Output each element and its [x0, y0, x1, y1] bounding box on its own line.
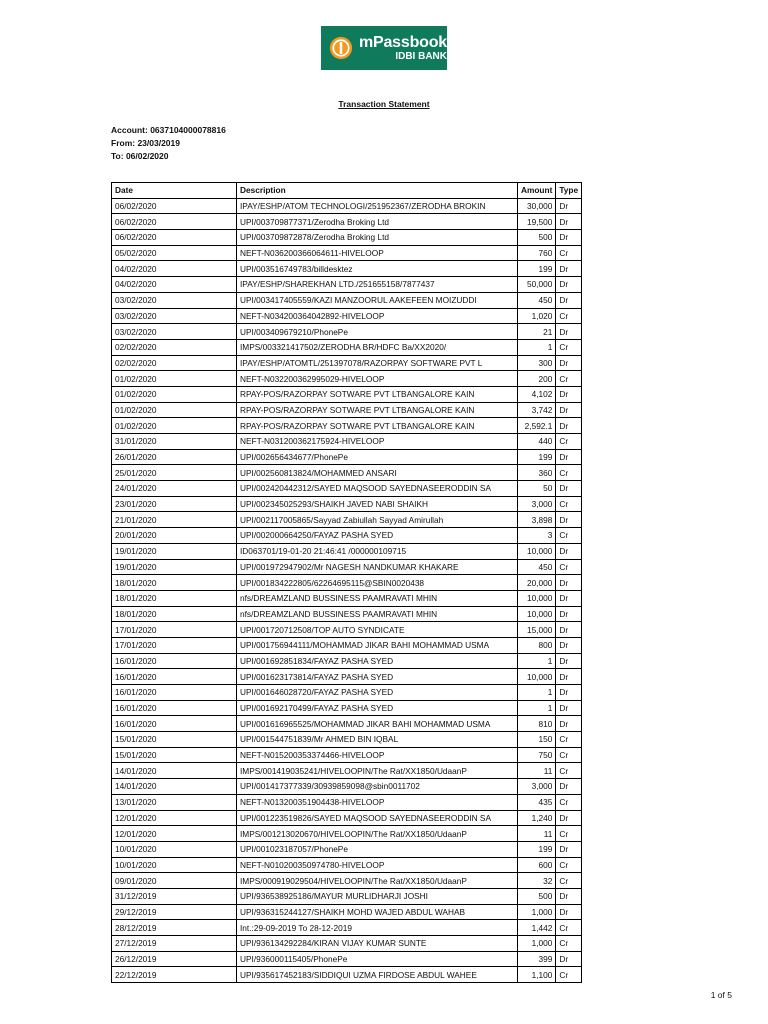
- date-cell: 19/01/2020: [112, 559, 237, 575]
- page-indicator: 1 of 5: [710, 990, 732, 1000]
- amount-cell: 500: [518, 230, 556, 246]
- date-cell: 04/02/2020: [112, 277, 237, 293]
- description-cell: IPAY/ESHP/ATOM TECHNOLOGI/251952367/ZERODHA BROKIN: [237, 198, 518, 214]
- amount-cell: 1: [518, 685, 556, 701]
- type-cell: Cr: [556, 920, 582, 936]
- date-cell: 16/01/2020: [112, 653, 237, 669]
- date-cell: 19/01/2020: [112, 543, 237, 559]
- table-row: [112, 794, 582, 810]
- type-cell: Dr: [556, 700, 582, 716]
- type-cell: Dr: [556, 637, 582, 653]
- amount-cell: 10,000: [518, 590, 556, 606]
- amount-cell: 10,000: [518, 669, 556, 685]
- description-cell: IPAY/ESHP/SHAREKHAN LTD./251655158/7877437: [237, 277, 518, 293]
- logo-bank-name: IDBI BANK: [395, 50, 447, 62]
- date-cell: 09/01/2020: [112, 873, 237, 889]
- date-cell: 31/01/2020: [112, 434, 237, 450]
- mpassbook-logo: [321, 26, 447, 70]
- date-cell: 12/01/2020: [112, 810, 237, 826]
- table-row: [112, 590, 582, 606]
- logo-app-name: mPassbook: [358, 33, 447, 51]
- date-cell: 17/01/2020: [112, 637, 237, 653]
- type-cell: Dr: [556, 292, 582, 308]
- account-info: [111, 124, 226, 163]
- idbi-logo-icon: [329, 34, 353, 62]
- amount-cell: 3: [518, 528, 556, 544]
- description-cell: IMPS/003321417502/ZERODHA BR/HDFC Ba/XX2020/: [237, 339, 518, 355]
- table-row: [112, 324, 582, 340]
- table-row: [112, 779, 582, 795]
- amount-cell: 3,898: [518, 512, 556, 528]
- table-row: [112, 904, 582, 920]
- table-row: [112, 888, 582, 904]
- description-cell: UPI/001544751839/Mr AHMED BIN IQBAL: [237, 732, 518, 748]
- type-cell: Cr: [556, 936, 582, 952]
- type-cell: Cr: [556, 732, 582, 748]
- table-row: [112, 716, 582, 732]
- header-type: Type: [556, 183, 582, 199]
- date-cell: 10/01/2020: [112, 841, 237, 857]
- type-cell: Cr: [556, 465, 582, 481]
- type-cell: Cr: [556, 339, 582, 355]
- description-cell: nfs/DREAMZLAND BUSSINESS PAAMRAVATI MHIN: [237, 606, 518, 622]
- table-row: [112, 920, 582, 936]
- amount-cell: 435: [518, 794, 556, 810]
- date-cell: 26/01/2020: [112, 449, 237, 465]
- amount-cell: 800: [518, 637, 556, 653]
- table-row: [112, 763, 582, 779]
- table-row: [112, 637, 582, 653]
- table-row: [112, 622, 582, 638]
- description-cell: RPAY-POS/RAZORPAY SOTWARE PVT LTBANGALORE KAIN: [237, 386, 518, 402]
- amount-cell: 1,020: [518, 308, 556, 324]
- table-row: [112, 245, 582, 261]
- amount-cell: 30,000: [518, 198, 556, 214]
- amount-cell: 200: [518, 371, 556, 387]
- table-row: [112, 355, 582, 371]
- description-cell: IMPS/001213020670/HIVELOOPIN/The Rat/XX1850/UdaanP: [237, 826, 518, 842]
- description-cell: NEFT-N015200353374466-HIVELOOP: [237, 747, 518, 763]
- description-cell: UPI/002117005865/Sayyad Zabiullah Sayyad Amirullah: [237, 512, 518, 528]
- date-cell: 03/02/2020: [112, 324, 237, 340]
- type-cell: Dr: [556, 606, 582, 622]
- table-row: [112, 967, 582, 983]
- amount-cell: 10,000: [518, 606, 556, 622]
- description-cell: NEFT-N031200362175924-HIVELOOP: [237, 434, 518, 450]
- date-cell: 20/01/2020: [112, 528, 237, 544]
- description-cell: UPI/003709877371/Zerodha Broking Ltd: [237, 214, 518, 230]
- table-row: [112, 700, 582, 716]
- description-cell: UPI/001692170499/FAYAZ PASHA SYED: [237, 700, 518, 716]
- date-cell: 01/02/2020: [112, 386, 237, 402]
- table-row: [112, 653, 582, 669]
- date-cell: 25/01/2020: [112, 465, 237, 481]
- amount-cell: 2,592.1: [518, 418, 556, 434]
- amount-cell: 300: [518, 355, 556, 371]
- type-cell: Cr: [556, 747, 582, 763]
- type-cell: Cr: [556, 857, 582, 873]
- type-cell: Dr: [556, 622, 582, 638]
- type-cell: Dr: [556, 324, 582, 340]
- date-cell: 18/01/2020: [112, 606, 237, 622]
- type-cell: Dr: [556, 543, 582, 559]
- date-cell: 15/01/2020: [112, 732, 237, 748]
- amount-cell: 1,000: [518, 936, 556, 952]
- date-cell: 10/01/2020: [112, 857, 237, 873]
- table-row: [112, 685, 582, 701]
- description-cell: UPI/001616965525/MOHAMMAD JIKAR BAHI MOHAMMAD USMA: [237, 716, 518, 732]
- table-row: [112, 214, 582, 230]
- date-cell: 05/02/2020: [112, 245, 237, 261]
- type-cell: Dr: [556, 277, 582, 293]
- date-cell: 06/02/2020: [112, 230, 237, 246]
- description-cell: IMPS/000919029504/HIVELOOPIN/The Rat/XX1850/UdaanP: [237, 873, 518, 889]
- table-row: [112, 292, 582, 308]
- table-row: [112, 230, 582, 246]
- description-cell: UPI/002560813824/MOHAMMED ANSARI: [237, 465, 518, 481]
- description-cell: IPAY/ESHP/ATOMTL/251397078/RAZORPAY SOFTWARE PVT L: [237, 355, 518, 371]
- type-cell: Dr: [556, 198, 582, 214]
- type-cell: Dr: [556, 590, 582, 606]
- table-row: [112, 434, 582, 450]
- type-cell: Dr: [556, 841, 582, 857]
- date-cell: 01/02/2020: [112, 402, 237, 418]
- type-cell: Dr: [556, 810, 582, 826]
- description-cell: UPI/003417405559/KAZI MANZOORUL AAKEFEEN MOIZUDDI: [237, 292, 518, 308]
- amount-cell: 150: [518, 732, 556, 748]
- date-cell: 16/01/2020: [112, 700, 237, 716]
- description-cell: UPI/001417377339/30939859098@sbin0011702: [237, 779, 518, 795]
- date-cell: 23/01/2020: [112, 496, 237, 512]
- table-row: [112, 465, 582, 481]
- table-row: [112, 512, 582, 528]
- date-cell: 03/02/2020: [112, 308, 237, 324]
- account-number: Account: 0637104000078816: [111, 125, 226, 135]
- type-cell: Cr: [556, 763, 582, 779]
- date-cell: 31/12/2019: [112, 888, 237, 904]
- description-cell: UPI/936315244127/SHAIKH MOHD WAJED ABDUL WAHAB: [237, 904, 518, 920]
- amount-cell: 11: [518, 826, 556, 842]
- description-cell: UPI/936000115405/PhonePe: [237, 951, 518, 967]
- amount-cell: 1,240: [518, 810, 556, 826]
- amount-cell: 3,000: [518, 779, 556, 795]
- table-row: [112, 669, 582, 685]
- description-cell: UPI/935617452183/SIDDIQUI UZMA FIRDOSE ABDUL WAHEE: [237, 967, 518, 983]
- amount-cell: 760: [518, 245, 556, 261]
- type-cell: Dr: [556, 716, 582, 732]
- date-cell: 16/01/2020: [112, 669, 237, 685]
- description-cell: UPI/002000664250/FAYAZ PASHA SYED: [237, 528, 518, 544]
- date-cell: 17/01/2020: [112, 622, 237, 638]
- table-row: [112, 951, 582, 967]
- transaction-rows: [112, 198, 582, 982]
- type-cell: Dr: [556, 951, 582, 967]
- table-row: [112, 371, 582, 387]
- description-cell: ID063701/19-01-20 21:46:41 /000000109715: [237, 543, 518, 559]
- amount-cell: 399: [518, 951, 556, 967]
- description-cell: UPI/001834222805/62264695115@SBIN0020438: [237, 575, 518, 591]
- date-cell: 18/01/2020: [112, 575, 237, 591]
- date-cell: 28/12/2019: [112, 920, 237, 936]
- type-cell: Dr: [556, 230, 582, 246]
- date-cell: 16/01/2020: [112, 716, 237, 732]
- type-cell: Dr: [556, 481, 582, 497]
- type-cell: Cr: [556, 794, 582, 810]
- table-row: [112, 810, 582, 826]
- amount-cell: 199: [518, 449, 556, 465]
- type-cell: Dr: [556, 386, 582, 402]
- description-cell: NEFT-N032200362995029-HIVELOOP: [237, 371, 518, 387]
- description-cell: UPI/001646028720/FAYAZ PASHA SYED: [237, 685, 518, 701]
- type-cell: Cr: [556, 496, 582, 512]
- date-cell: 15/01/2020: [112, 747, 237, 763]
- date-cell: 01/02/2020: [112, 418, 237, 434]
- type-cell: Dr: [556, 779, 582, 795]
- date-cell: 06/02/2020: [112, 198, 237, 214]
- amount-cell: 3,000: [518, 496, 556, 512]
- amount-cell: 15,000: [518, 622, 556, 638]
- type-cell: Dr: [556, 449, 582, 465]
- header-description: Description: [237, 183, 518, 199]
- table-row: [112, 386, 582, 402]
- amount-cell: 32: [518, 873, 556, 889]
- table-row: [112, 841, 582, 857]
- table-row: [112, 732, 582, 748]
- amount-cell: 20,000: [518, 575, 556, 591]
- amount-cell: 50,000: [518, 277, 556, 293]
- amount-cell: 199: [518, 841, 556, 857]
- description-cell: UPI/936134292284/KIRAN VIJAY KUMAR SUNTE: [237, 936, 518, 952]
- table-row: [112, 857, 582, 873]
- table-row: [112, 402, 582, 418]
- description-cell: UPI/002656434677/PhonePe: [237, 449, 518, 465]
- table-row: [112, 496, 582, 512]
- description-cell: UPI/002345025293/SHAIKH JAVED NABI SHAIKH: [237, 496, 518, 512]
- date-cell: 06/02/2020: [112, 214, 237, 230]
- date-cell: 24/01/2020: [112, 481, 237, 497]
- type-cell: Cr: [556, 308, 582, 324]
- type-cell: Cr: [556, 371, 582, 387]
- date-cell: 29/12/2019: [112, 904, 237, 920]
- description-cell: UPI/001023187057/PhonePe: [237, 841, 518, 857]
- table-row: [112, 418, 582, 434]
- date-cell: 18/01/2020: [112, 590, 237, 606]
- type-cell: Dr: [556, 214, 582, 230]
- date-cell: 02/02/2020: [112, 339, 237, 355]
- description-cell: UPI/001720712508/TOP AUTO SYNDICATE: [237, 622, 518, 638]
- type-cell: Dr: [556, 512, 582, 528]
- date-cell: 16/01/2020: [112, 685, 237, 701]
- date-cell: 02/02/2020: [112, 355, 237, 371]
- type-cell: Dr: [556, 653, 582, 669]
- type-cell: Cr: [556, 245, 582, 261]
- description-cell: UPI/003709872878/Zerodha Broking Ltd: [237, 230, 518, 246]
- description-cell: UPI/001223519826/SAYED MAQSOOD SAYEDNASEERODDIN SA: [237, 810, 518, 826]
- table-row: [112, 747, 582, 763]
- date-cell: 04/02/2020: [112, 261, 237, 277]
- date-cell: 14/01/2020: [112, 763, 237, 779]
- from-date: From: 23/03/2019: [111, 138, 180, 148]
- statement-title: Transaction Statement: [338, 99, 430, 109]
- table-row: [112, 873, 582, 889]
- description-cell: NEFT-N013200351904438-HIVELOOP: [237, 794, 518, 810]
- type-cell: Dr: [556, 575, 582, 591]
- description-cell: NEFT-N034200364042892-HIVELOOP: [237, 308, 518, 324]
- date-cell: 21/01/2020: [112, 512, 237, 528]
- description-cell: UPI/003409679210/PhonePe: [237, 324, 518, 340]
- description-cell: Int.:29-09-2019 To 28-12-2019: [237, 920, 518, 936]
- amount-cell: 1: [518, 700, 556, 716]
- type-cell: Cr: [556, 528, 582, 544]
- amount-cell: 4,102: [518, 386, 556, 402]
- description-cell: UPI/001756944111/MOHAMMAD JIKAR BAHI MOHAMMAD USMA: [237, 637, 518, 653]
- table-row: [112, 543, 582, 559]
- type-cell: Cr: [556, 873, 582, 889]
- type-cell: Cr: [556, 826, 582, 842]
- header-amount: Amount: [518, 183, 556, 199]
- type-cell: Dr: [556, 418, 582, 434]
- amount-cell: 750: [518, 747, 556, 763]
- date-cell: 03/02/2020: [112, 292, 237, 308]
- amount-cell: 1,100: [518, 967, 556, 983]
- amount-cell: 500: [518, 888, 556, 904]
- table-row: [112, 575, 582, 591]
- amount-cell: 1,000: [518, 904, 556, 920]
- date-cell: 01/02/2020: [112, 371, 237, 387]
- amount-cell: 360: [518, 465, 556, 481]
- type-cell: Dr: [556, 355, 582, 371]
- type-cell: Dr: [556, 402, 582, 418]
- to-date: To: 06/02/2020: [111, 151, 169, 161]
- date-cell: 27/12/2019: [112, 936, 237, 952]
- table-row: [112, 559, 582, 575]
- amount-cell: 10,000: [518, 543, 556, 559]
- table-row: [112, 936, 582, 952]
- description-cell: UPI/002420442312/SAYED MAQSOOD SAYEDNASEERODDIN SA: [237, 481, 518, 497]
- type-cell: Dr: [556, 669, 582, 685]
- amount-cell: 3,742: [518, 402, 556, 418]
- type-cell: Dr: [556, 261, 582, 277]
- amount-cell: 19,500: [518, 214, 556, 230]
- type-cell: Dr: [556, 888, 582, 904]
- table-row: [112, 528, 582, 544]
- table-row: [112, 277, 582, 293]
- table-header-row: [112, 183, 582, 199]
- type-cell: Cr: [556, 434, 582, 450]
- date-cell: 12/01/2020: [112, 826, 237, 842]
- amount-cell: 450: [518, 292, 556, 308]
- amount-cell: 11: [518, 763, 556, 779]
- table-row: [112, 308, 582, 324]
- description-cell: NEFT-N036200366064611-HIVELOOP: [237, 245, 518, 261]
- description-cell: UPI/003516749783/billdesktez: [237, 261, 518, 277]
- amount-cell: 21: [518, 324, 556, 340]
- table-row: [112, 198, 582, 214]
- date-cell: 26/12/2019: [112, 951, 237, 967]
- amount-cell: 600: [518, 857, 556, 873]
- description-cell: UPI/001623173814/FAYAZ PASHA SYED: [237, 669, 518, 685]
- description-cell: UPI/001692851834/FAYAZ PASHA SYED: [237, 653, 518, 669]
- table-row: [112, 826, 582, 842]
- table-row: [112, 449, 582, 465]
- type-cell: Cr: [556, 559, 582, 575]
- description-cell: RPAY-POS/RAZORPAY SOTWARE PVT LTBANGALORE KAIN: [237, 402, 518, 418]
- description-cell: RPAY-POS/RAZORPAY SOTWARE PVT LTBANGALORE KAIN: [237, 418, 518, 434]
- description-cell: IMPS/001419035241/HIVELOOPIN/The Rat/XX1850/UdaanP: [237, 763, 518, 779]
- type-cell: Cr: [556, 967, 582, 983]
- description-cell: NEFT-N010200350974780-HIVELOOP: [237, 857, 518, 873]
- description-cell: UPI/936538925186/MAYUR MURLIDHARJI JOSHI: [237, 888, 518, 904]
- amount-cell: 1: [518, 653, 556, 669]
- amount-cell: 199: [518, 261, 556, 277]
- table-row: [112, 261, 582, 277]
- amount-cell: 1,442: [518, 920, 556, 936]
- date-cell: 13/01/2020: [112, 794, 237, 810]
- table-row: [112, 481, 582, 497]
- amount-cell: 50: [518, 481, 556, 497]
- table-row: [112, 606, 582, 622]
- type-cell: Dr: [556, 685, 582, 701]
- amount-cell: 450: [518, 559, 556, 575]
- date-cell: 14/01/2020: [112, 779, 237, 795]
- date-cell: 22/12/2019: [112, 967, 237, 983]
- header-date: Date: [112, 183, 237, 199]
- description-cell: nfs/DREAMZLAND BUSSINESS PAAMRAVATI MHIN: [237, 590, 518, 606]
- transaction-table: [111, 182, 582, 983]
- type-cell: Dr: [556, 904, 582, 920]
- amount-cell: 440: [518, 434, 556, 450]
- table-row: [112, 339, 582, 355]
- amount-cell: 1: [518, 339, 556, 355]
- description-cell: UPI/001972947902/Mr NAGESH NANDKUMAR KHAKARE: [237, 559, 518, 575]
- amount-cell: 810: [518, 716, 556, 732]
